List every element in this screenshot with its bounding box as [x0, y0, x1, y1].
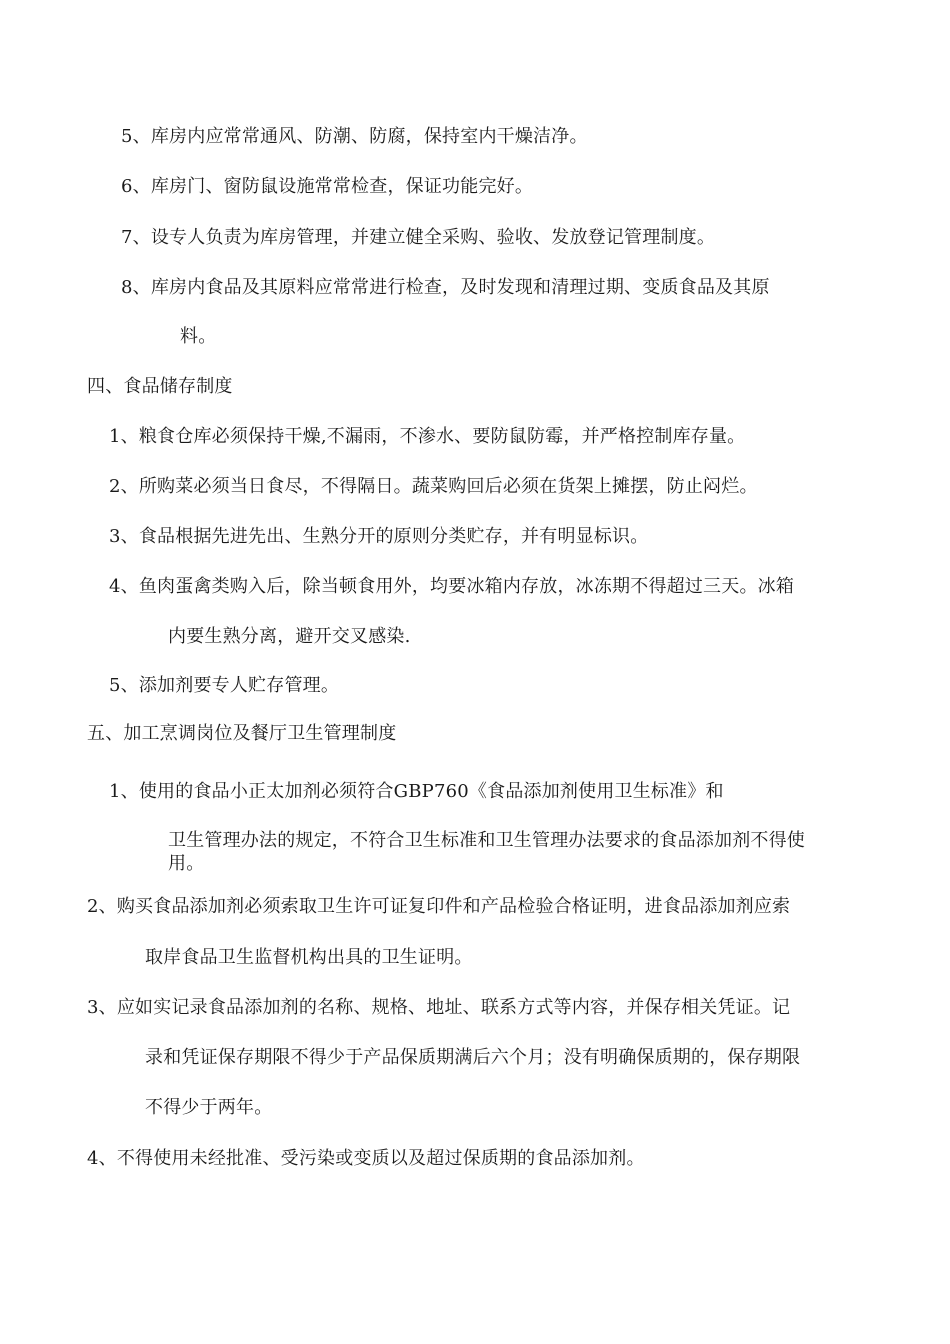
storage-rule-8-line2: 料。: [180, 326, 217, 347]
section-5-item-3-line3: 不得少于两年。: [145, 1097, 273, 1118]
section-5-heading: 五、加工烹调岗位及餐厅卫生管理制度: [87, 723, 397, 744]
section-5-item-1-line2: 卫生管理办法的规定，不符合卫生标准和卫生管理办法要求的食品添加剂不得使: [168, 830, 805, 851]
section-4-item-5: 5、添加剂要专人贮存管理。: [109, 675, 340, 696]
section-4-item-4-line1: 4、鱼肉蛋禽类购入后，除当顿食用外，均要冰箱内存放，冰冻期不得超过三天。冰箱: [109, 576, 795, 597]
section-4-item-4-line2: 内要生熟分离，避开交叉感染.: [168, 626, 411, 647]
storage-rule-6: 6、库房门、窗防鼠设施常常检查，保证功能完好。: [121, 176, 534, 197]
section-5-item-2-line2: 取岸食品卫生监督机构出具的卫生证明。: [145, 947, 473, 968]
section-5-item-2-line1: 2、购买食品添加剂必须索取卫生许可证复印件和产品检验合格证明，进食品添加剂应索: [87, 896, 791, 917]
section-4-item-1: 1、粮食仓库必须保持干燥,不漏雨，不渗水、要防鼠防霉，并严格控制库存量。: [109, 426, 746, 447]
section-4-item-3: 3、食品根据先进先出、生熟分开的原则分类贮存，并有明显标识。: [109, 526, 649, 547]
section-5-item-3-line1: 3、应如实记录食品添加剂的名称、规格、地址、联系方式等内容，并保存相关凭证。记: [87, 997, 791, 1018]
section-4-item-2: 2、所购菜必须当日食尽，不得隔日。蔬菜购回后必须在货架上摊摆，防止闷烂。: [109, 476, 758, 497]
section-4-heading: 四、食品储存制度: [87, 376, 233, 397]
section-5-item-4: 4、不得使用未经批准、受污染或变质以及超过保质期的食品添加剂。: [87, 1148, 645, 1169]
section-5-item-3-line2: 录和凭证保存期限不得少于产品保质期满后六个月；没有明确保质期的，保存期限: [145, 1047, 801, 1068]
storage-rule-8-line1: 8、库房内食品及其原料应常常进行检查，及时发现和清理过期、变质食品及其原: [121, 277, 770, 298]
section-5-item-1-line3: 用。: [168, 853, 205, 874]
section-5-item-1-line1: 1、使用的食品小正太加剂必须符合GBP760《食品添加剂使用卫生标准》和: [109, 781, 724, 802]
storage-rule-7: 7、设专人负责为库房管理，并建立健全采购、验收、发放登记管理制度。: [121, 227, 716, 248]
storage-rule-5: 5、库房内应常常通风、防潮、防腐，保持室内干燥洁净。: [121, 126, 588, 147]
